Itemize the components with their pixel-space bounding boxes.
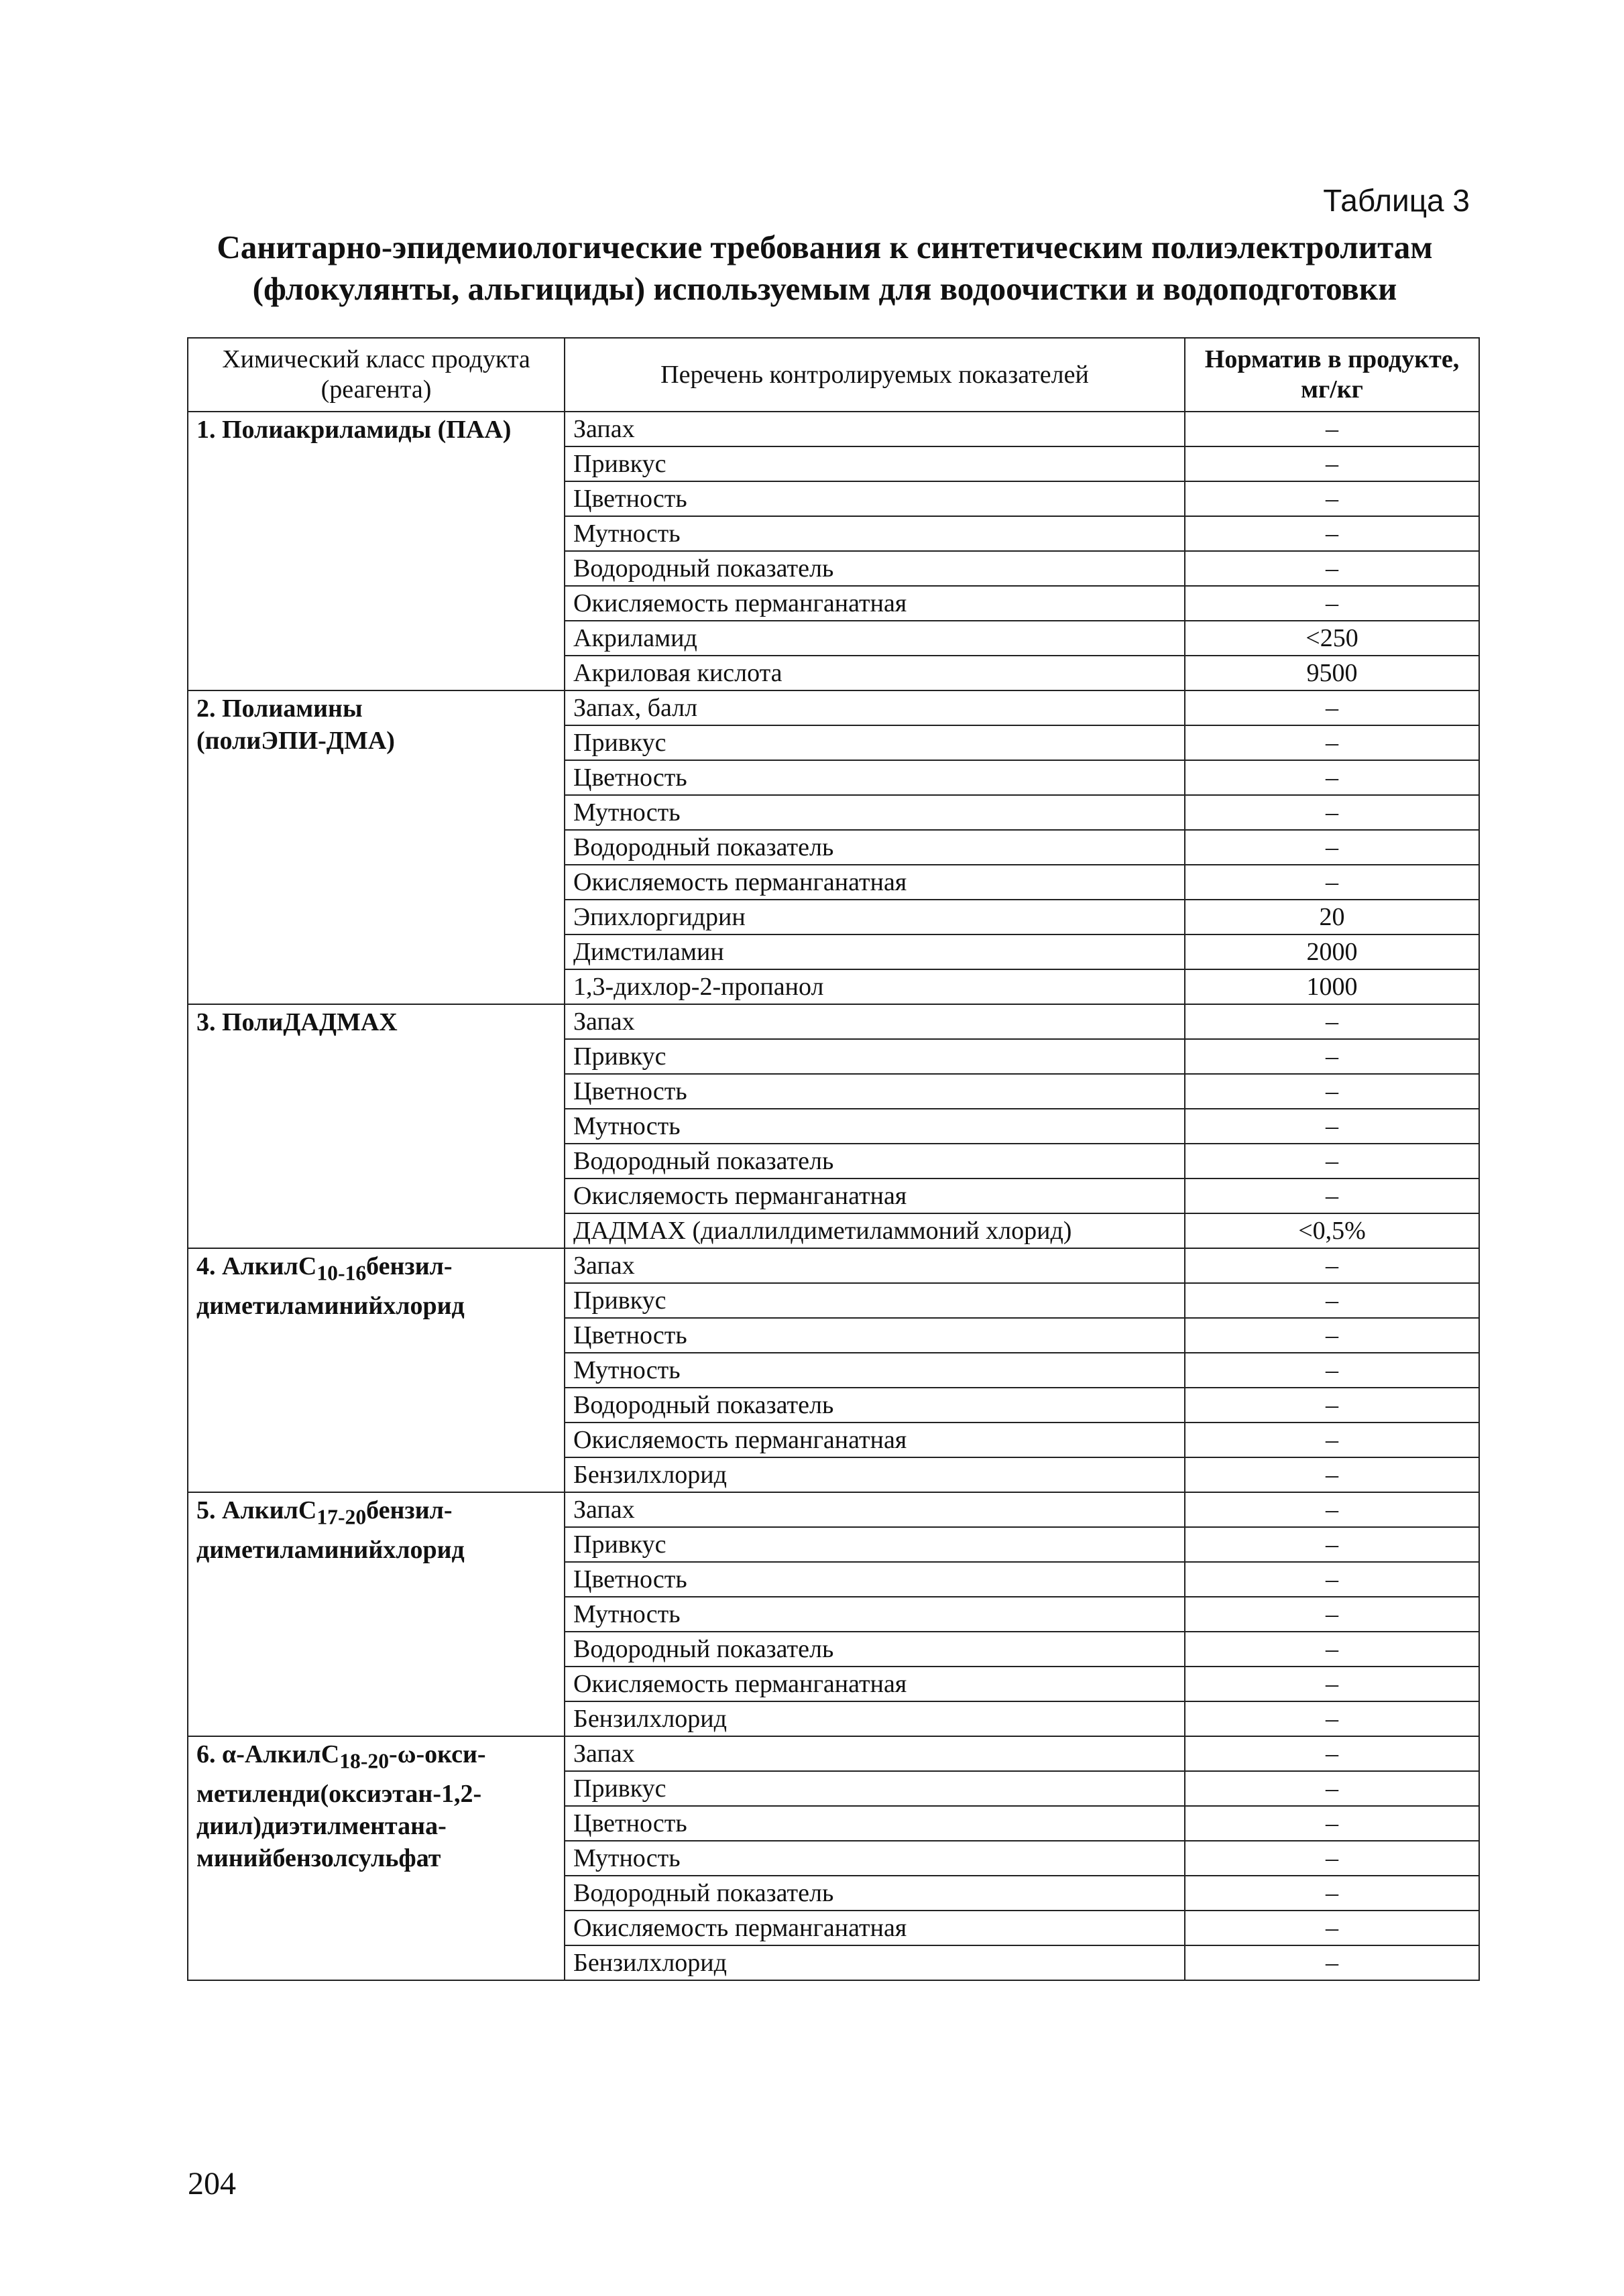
indicator-cell: Водородный показатель (565, 551, 1185, 586)
indicator-cell: Окисляемость перманганатная (565, 1423, 1185, 1457)
product-class-cell: 2. Полиамины (полиЭПИ-ДМА) (188, 690, 565, 1004)
indicator-cell: Запах (565, 1248, 1185, 1283)
indicator-cell: Привкус (565, 725, 1185, 760)
norm-cell: – (1185, 1283, 1479, 1318)
norm-cell: – (1185, 481, 1479, 516)
indicator-cell: Мутность (565, 1353, 1185, 1388)
product-class-cell: 5. АлкилС$_{17-20}$бензил- диметиламинийхлорид (188, 1492, 565, 1736)
indicator-cell: Цветность (565, 481, 1185, 516)
norm-cell: – (1185, 1597, 1479, 1632)
norm-cell: – (1185, 1457, 1479, 1492)
indicator-cell: Водородный показатель (565, 1144, 1185, 1179)
indicator-cell: 1,3-дихлор-2-пропанол (565, 969, 1185, 1004)
norm-cell: – (1185, 1004, 1479, 1039)
indicator-cell: Мутность (565, 1841, 1185, 1876)
product-class-cell: 3. ПолиДАДМАХ (188, 1004, 565, 1248)
table-row (188, 690, 1479, 725)
indicator-cell: Мутность (565, 1109, 1185, 1144)
norm-cell: – (1185, 1492, 1479, 1527)
norm-cell: – (1185, 1562, 1479, 1597)
norm-cell: – (1185, 795, 1479, 830)
indicator-cell: Цветность (565, 1562, 1185, 1597)
norm-cell: – (1185, 1701, 1479, 1736)
indicator-cell: Водородный показатель (565, 1632, 1185, 1667)
indicator-cell: Запах (565, 412, 1185, 446)
norm-cell: – (1185, 690, 1479, 725)
indicator-cell: Бензилхлорид (565, 1945, 1185, 1980)
norm-cell: – (1185, 1318, 1479, 1353)
table-row (188, 412, 1479, 446)
indicator-cell: Бензилхлорид (565, 1701, 1185, 1736)
norm-cell: – (1185, 1945, 1479, 1980)
norm-cell: 9500 (1185, 656, 1479, 690)
indicator-cell: Цветность (565, 760, 1185, 795)
indicator-cell: Водородный показатель (565, 1388, 1185, 1423)
norm-cell: – (1185, 865, 1479, 900)
indicator-cell: Мутность (565, 516, 1185, 551)
norm-cell: – (1185, 1736, 1479, 1771)
header-norm: Норматив в продукте, мг/кг (1185, 338, 1479, 412)
table-header-row (188, 338, 1479, 412)
norm-cell: – (1185, 760, 1479, 795)
indicator-cell: Привкус (565, 1283, 1185, 1318)
indicator-cell: Мутность (565, 1597, 1185, 1632)
norm-cell: – (1185, 725, 1479, 760)
indicator-cell: Запах, балл (565, 690, 1185, 725)
indicator-cell: Окисляемость перманганатная (565, 865, 1185, 900)
header-indicators: Перечень контролируемых показателей (565, 338, 1185, 412)
indicator-cell: Привкус (565, 1039, 1185, 1074)
norm-cell: – (1185, 1806, 1479, 1841)
header-class: Химический класс продукта (реагента) (188, 338, 565, 412)
norm-cell: – (1185, 1144, 1479, 1179)
norm-cell: – (1185, 1527, 1479, 1562)
indicator-cell: Привкус (565, 446, 1185, 481)
norm-cell: 20 (1185, 900, 1479, 934)
indicator-cell: Привкус (565, 1527, 1185, 1562)
product-class-cell: 6. α-АлкилС$_{18-20}$-ω-окси- метиленди(оксиэтан-1,2- диил)диэтилментана- минийбензолсульфат (188, 1736, 565, 1980)
norm-cell: – (1185, 1179, 1479, 1213)
norm-cell: – (1185, 586, 1479, 621)
indicator-cell: Водородный показатель (565, 830, 1185, 865)
indicator-cell: Бензилхлорид (565, 1457, 1185, 1492)
indicator-cell: Водородный показатель (565, 1876, 1185, 1911)
table-row (188, 1248, 1479, 1283)
indicator-cell: Окисляемость перманганатная (565, 586, 1185, 621)
norm-cell: – (1185, 1632, 1479, 1667)
norm-cell: – (1185, 1841, 1479, 1876)
indicator-cell: Акриламид (565, 621, 1185, 656)
table-row (188, 1492, 1479, 1527)
page-number: 204 (188, 2166, 236, 2201)
norm-cell: – (1185, 412, 1479, 446)
indicator-cell: Димстиламин (565, 934, 1185, 969)
indicator-cell: Цветность (565, 1074, 1185, 1109)
indicator-cell: Запах (565, 1736, 1185, 1771)
norm-cell: – (1185, 830, 1479, 865)
norm-cell: – (1185, 1876, 1479, 1911)
norm-cell: – (1185, 1771, 1479, 1806)
product-class-cell: 1. Полиакриламиды (ПАА) (188, 412, 565, 690)
norm-cell: – (1185, 1109, 1479, 1144)
table-row (188, 1736, 1479, 1771)
requirements-table (187, 337, 1480, 1981)
norm-cell: – (1185, 1911, 1479, 1945)
norm-cell: – (1185, 516, 1479, 551)
table-row (188, 1004, 1479, 1039)
table-body (188, 412, 1479, 1980)
indicator-cell: Привкус (565, 1771, 1185, 1806)
norm-cell: – (1185, 1353, 1479, 1388)
indicator-cell: ДАДМАХ (диаллилдиметиламмоний хлорид) (565, 1213, 1185, 1248)
norm-cell: – (1185, 1667, 1479, 1701)
indicator-cell: Запах (565, 1004, 1185, 1039)
title-line-2: (флокулянты, альгициды) используемым для водоочистки и водоподготовки (252, 270, 1397, 307)
indicator-cell: Запах (565, 1492, 1185, 1527)
norm-cell: – (1185, 1388, 1479, 1423)
requirements-table-container (187, 337, 1478, 1981)
indicator-cell: Окисляемость перманганатная (565, 1667, 1185, 1701)
document-title (168, 227, 1482, 310)
norm-cell: – (1185, 1423, 1479, 1457)
indicator-cell: Окисляемость перманганатная (565, 1179, 1185, 1213)
norm-cell: 2000 (1185, 934, 1479, 969)
norm-cell: <250 (1185, 621, 1479, 656)
indicator-cell: Мутность (565, 795, 1185, 830)
norm-cell: – (1185, 1074, 1479, 1109)
indicator-cell: Окисляемость перманганатная (565, 1911, 1185, 1945)
norm-cell: <0,5% (1185, 1213, 1479, 1248)
norm-cell: – (1185, 551, 1479, 586)
indicator-cell: Цветность (565, 1318, 1185, 1353)
indicator-cell: Эпихлоргидрин (565, 900, 1185, 934)
norm-cell: – (1185, 446, 1479, 481)
norm-cell: – (1185, 1039, 1479, 1074)
indicator-cell: Цветность (565, 1806, 1185, 1841)
product-class-cell: 4. АлкилС$_{10-16}$бензил- диметиламинийхлорид (188, 1248, 565, 1492)
table-number: Таблица 3 (1323, 183, 1470, 218)
norm-cell: – (1185, 1248, 1479, 1283)
indicator-cell: Акриловая кислота (565, 656, 1185, 690)
title-line-1: Санитарно-эпидемиологические требования к синтетическим полиэлектролитам (217, 229, 1433, 265)
norm-cell: 1000 (1185, 969, 1479, 1004)
